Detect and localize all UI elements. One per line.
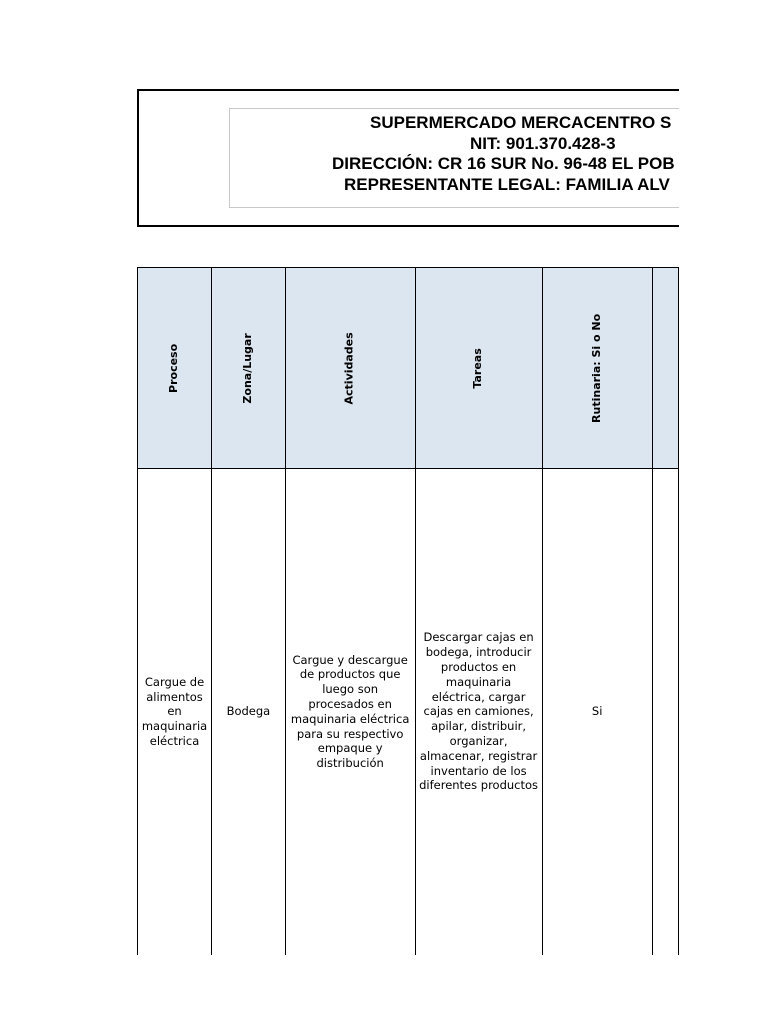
company-legal-rep: REPRESENTANTE LEGAL: FAMILIA ALV xyxy=(344,174,670,194)
cell-next xyxy=(652,469,678,955)
cell-tareas: Descargar cajas en bodega, introducir productos en maquinaria eléctrica, cargar cajas en camiones, apilar, distribuir, organizar, almacenar, registrar inventario de los diferentes productos xyxy=(415,469,542,955)
cell-zona: Bodega xyxy=(212,469,286,955)
header-cell-actividades: Actividades xyxy=(285,268,415,469)
company-header xyxy=(229,113,679,195)
cell-actividades: Cargue y descargue de productos que luego son procesados en maquinaria eléctrica para su respectivo empaque y distribución xyxy=(285,469,415,955)
company-address: DIRECCIÓN: CR 16 SUR No. 96-48 EL POB xyxy=(332,154,675,173)
cell-rutinaria: Si xyxy=(542,469,652,955)
company-name: SUPERMERCADO MERCACENTRO S xyxy=(370,113,672,132)
table-row xyxy=(138,469,679,955)
company-nit: NIT: 901.370.428-3 xyxy=(470,133,616,153)
table-header-row xyxy=(138,268,679,469)
header-cell-tareas: Tareas xyxy=(415,268,542,469)
header-cell-zona: Zona/Lugar xyxy=(212,268,286,469)
header-cell-next xyxy=(652,268,678,469)
cell-proceso: Cargue de alimentos en maquinaria eléctrica xyxy=(138,469,212,955)
header-cell-rutinaria: Rutinaria: Si o No xyxy=(542,268,652,469)
hazard-matrix-table xyxy=(137,267,679,955)
header-cell-proceso: Proceso xyxy=(138,268,212,469)
